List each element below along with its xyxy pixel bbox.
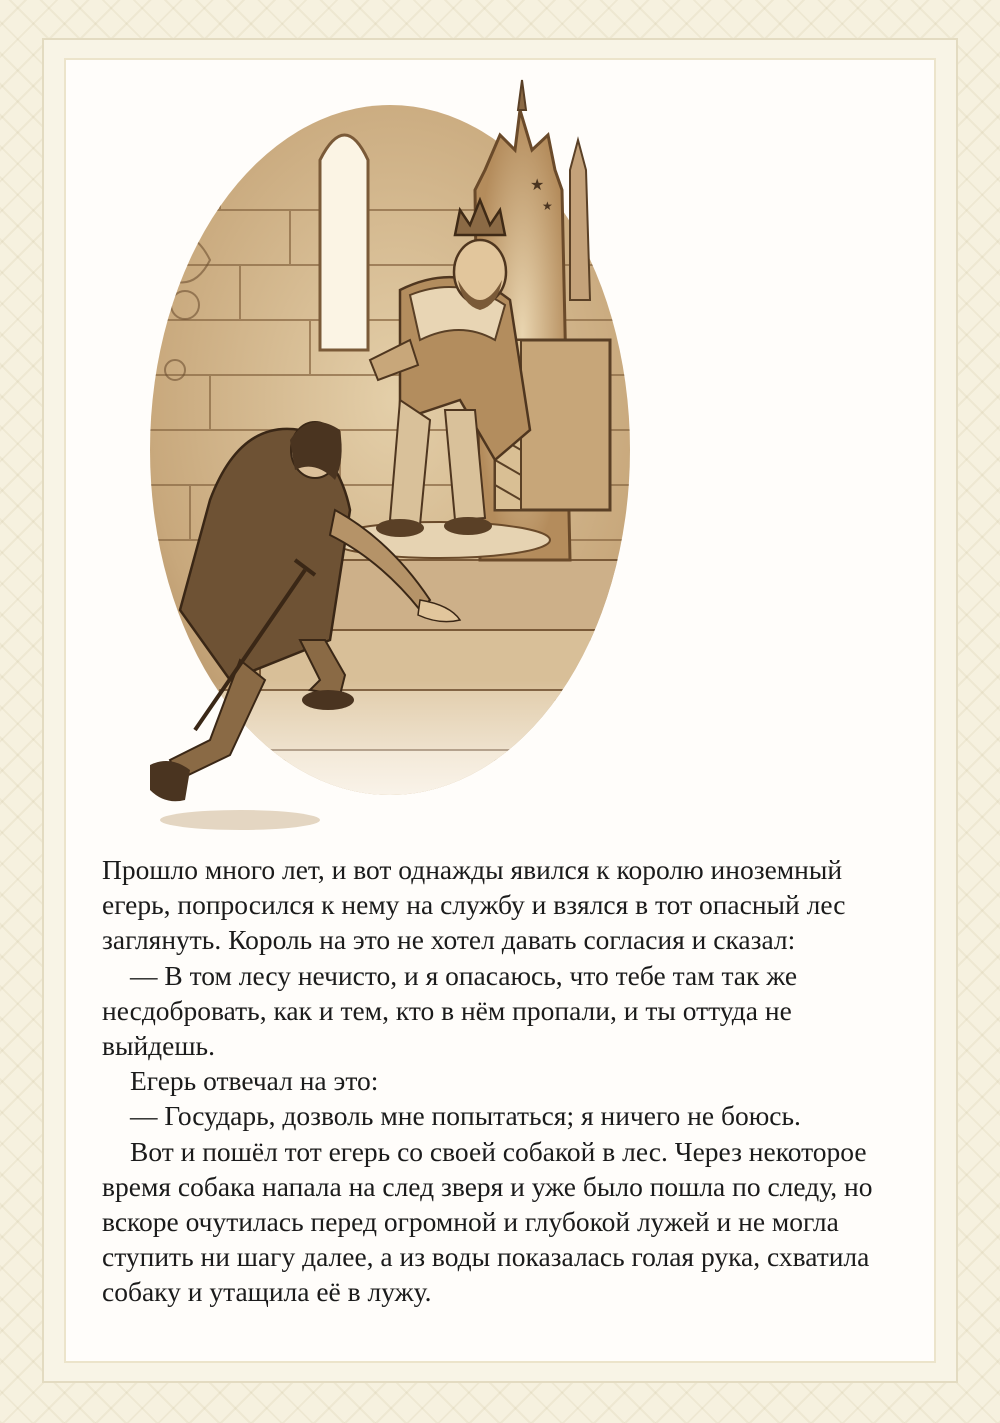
paragraph-1: Прошло много лет, и вот однажды явился к королю иноземный егерь, попросился к нему на службу и взялся в тот опасный лес заглянуть. Король на это не хотел давать согласия и сказал: xyxy=(102,854,846,956)
story-text xyxy=(102,852,902,1310)
arched-window xyxy=(320,135,368,350)
paragraph-3: Егерь отвечал на это: xyxy=(130,1065,379,1097)
svg-text:★: ★ xyxy=(530,175,545,194)
paragraph-2: — В том лесу нечисто, и я опасаюсь, что тебе там так же несдобровать, как и тем, кто в нём пропали, и ты оттуда не выйдешь. xyxy=(102,959,798,1062)
paragraph-5: Вот и пошёл тот егерь со своей собакой в лес. Через некоторое время собака напала на след зверя и уже было пошла по следу, но вскоре очутилась перед огромной и глубокой лужей и не могла ступить ни шагу далее, а из воды показалась голая рука, схватила собаку и утащила её в лужу. xyxy=(102,1135,873,1308)
svg-text:★: ★ xyxy=(542,199,553,213)
paragraph-4: — Государь, дозволь мне попытаться; я ничего не боюсь. xyxy=(130,1100,801,1132)
illustration-king-and-huntsman xyxy=(100,40,690,840)
